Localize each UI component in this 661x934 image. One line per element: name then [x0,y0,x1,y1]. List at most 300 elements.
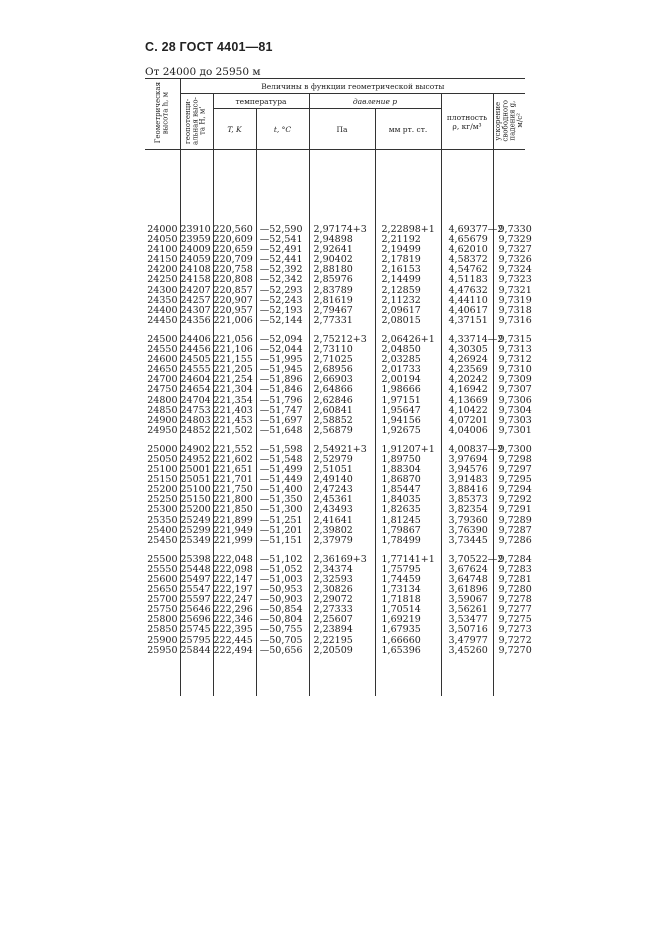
cell-density: 4,44110 [441,296,493,306]
cell-gravity: 9,7307 [493,385,525,395]
cell-temperature-c: —51,350 [256,495,309,505]
cell-geopotential-height: 23910 [180,225,213,235]
cell-pressure-pa: 2,39802 [309,526,375,536]
cell-temperature-c: —51,697 [256,416,309,426]
cell-pressure-mmhg: 1,74459 [375,575,441,585]
cell-geopotential-height: 25745 [180,625,213,635]
cell-density: 3,85373 [441,495,493,505]
cell-geometric-height: 24150 [147,254,178,266]
cell-gravity: 9,7330 [493,225,525,235]
cell-density: 4,07201 [441,416,493,426]
cell-temperature-k: 222,147 [213,575,256,585]
cell-geopotential-height: 24158 [180,275,213,285]
cell-temperature-c: —51,846 [256,385,309,395]
cell-density: 4,65679 [441,235,493,245]
cell-temperature-c: —52,342 [256,275,309,285]
cell-pressure-mmhg: 2,12859 [375,286,441,296]
cell-pressure-mmhg: 2,04850 [375,345,441,355]
cell-geometric-height: 25550 [147,563,178,575]
cell-geopotential-height: 25646 [180,605,213,615]
cell-geometric-height: 25250 [147,494,178,506]
cell-gravity: 9,7312 [493,355,525,365]
cell-temperature-k: 221,949 [213,526,256,536]
cell-pressure-pa: 2,66903 [309,375,375,385]
cell-pressure-pa: 2,77331 [309,316,375,326]
cell-temperature-k: 221,354 [213,396,256,406]
cell-temperature-k: 222,247 [213,595,256,605]
cell-geometric-height: 25900 [147,634,178,646]
cell-gravity: 9,7313 [493,345,525,355]
cell-geometric-height: 24050 [147,234,178,246]
cell-gravity: 9,7319 [493,296,525,306]
cell-pressure-mmhg: 1,88304 [375,465,441,475]
cell-gravity: 9,7321 [493,286,525,296]
cell-geopotential-height: 25200 [180,505,213,515]
cell-temperature-k: 221,155 [213,355,256,365]
cell-density: 4,13669 [441,396,493,406]
cell-density: 4,23569 [441,365,493,375]
cell-temperature-c: —52,044 [256,345,309,355]
cell-density: 3,94576 [441,465,493,475]
cell-temperature-k: 221,304 [213,385,256,395]
cell-pressure-pa: 2,58852 [309,416,375,426]
cell-geometric-height: 24000 [147,224,178,235]
cell-temperature-c: —52,193 [256,306,309,316]
table-row [145,316,525,326]
cell-gravity: 9,7284 [493,555,525,565]
cell-density: 4,54762 [441,265,493,275]
cell-pressure-pa: 2,47243 [309,485,375,495]
table-row [145,536,525,546]
cell-geopotential-height: 25150 [180,495,213,505]
cell-geometric-height: 24600 [147,354,178,366]
cell-pressure-mmhg: 1,92675 [375,426,441,436]
cell-geopotential-height: 23959 [180,235,213,245]
group-title-header: Величины в функции геометрической высоты [180,79,525,94]
temperature-header: температура [213,94,309,109]
cell-temperature-k: 220,808 [213,275,256,285]
cell-temperature-c: —51,796 [256,396,309,406]
cell-temperature-c: —51,151 [256,536,309,546]
cell-pressure-mmhg: 2,19499 [375,245,441,255]
cell-pressure-pa: 2,20509 [309,646,375,656]
cell-gravity: 9,7291 [493,505,525,515]
cell-pressure-mmhg: 2,11232 [375,296,441,306]
cell-temperature-c: —50,656 [256,646,309,656]
cell-geopotential-height: 24952 [180,455,213,465]
cell-density: 4,33714—2 [441,335,493,345]
cell-pressure-pa: 2,52979 [309,455,375,465]
cell-temperature-c: —52,491 [256,245,309,255]
cell-gravity: 9,7326 [493,255,525,265]
cell-temperature-k: 222,494 [213,646,256,656]
cell-geometric-height: 25500 [147,553,178,565]
cell-pressure-pa: 2,94898 [309,235,375,245]
cell-temperature-c: —52,144 [256,316,309,326]
cell-pressure-pa: 2,32593 [309,575,375,585]
cell-density: 4,10422 [441,406,493,416]
cell-geopotential-height: 25497 [180,575,213,585]
cell-temperature-c: —51,747 [256,406,309,416]
cell-geopotential-height: 24406 [180,335,213,345]
cell-density: 4,30305 [441,345,493,355]
cell-geometric-height: 24250 [147,274,178,286]
cell-geometric-height: 25400 [147,524,178,536]
cell-pressure-mmhg: 2,21192 [375,235,441,245]
cell-pressure-pa: 2,62846 [309,396,375,406]
cell-pressure-mmhg: 2,00194 [375,375,441,385]
col-mmhg-header: мм рт. ст. [375,109,441,150]
cell-pressure-pa: 2,81619 [309,296,375,306]
cell-gravity: 9,7315 [493,335,525,345]
cell-gravity: 9,7286 [493,536,525,546]
cell-gravity: 9,7324 [493,265,525,275]
cell-temperature-c: —51,548 [256,455,309,465]
cell-pressure-mmhg: 2,22898+1 [375,225,441,235]
cell-pressure-pa: 2,79467 [309,306,375,316]
cell-gravity: 9,7287 [493,526,525,536]
cell-pressure-pa: 2,25607 [309,615,375,625]
cell-gravity: 9,7295 [493,475,525,485]
cell-density: 4,69377—2 [441,225,493,235]
cell-pressure-pa: 2,83789 [309,286,375,296]
cell-gravity: 9,7280 [493,585,525,595]
cell-geopotential-height: 24456 [180,345,213,355]
cell-temperature-k: 221,106 [213,345,256,355]
cell-temperature-k: 221,254 [213,375,256,385]
cell-geopotential-height: 24803 [180,416,213,426]
cell-pressure-pa: 2,22195 [309,636,375,646]
cell-pressure-mmhg: 1,85447 [375,485,441,495]
cell-geopotential-height: 24108 [180,265,213,275]
density-header: плотность ρ, кг/м³ [441,94,493,150]
cell-geopotential-height: 24257 [180,296,213,306]
cell-pressure-mmhg: 1,67935 [375,625,441,635]
cell-pressure-pa: 2,27333 [309,605,375,615]
cell-geometric-height: 25950 [147,644,178,656]
cell-gravity: 9,7309 [493,375,525,385]
cell-geopotential-height: 25448 [180,565,213,575]
cell-geometric-height: 25000 [147,443,178,455]
cell-pressure-pa: 2,54921+3 [309,445,375,455]
height-range-label: От 24000 до 25950 м [145,66,261,78]
cell-density: 3,56261 [441,605,493,615]
cell-temperature-c: —51,995 [256,355,309,365]
cell-pressure-mmhg: 1,73134 [375,585,441,595]
cell-temperature-c: —52,293 [256,286,309,296]
cell-geopotential-height: 24059 [180,255,213,265]
cell-pressure-mmhg: 1,91207+1 [375,445,441,455]
cell-density: 3,53477 [441,615,493,625]
cell-temperature-k: 220,758 [213,265,256,275]
cell-density: 4,62010 [441,245,493,255]
cell-pressure-mmhg: 1,98666 [375,385,441,395]
cell-density: 4,58372 [441,255,493,265]
cell-density: 3,88416 [441,485,493,495]
cell-pressure-pa: 2,49140 [309,475,375,485]
cell-density: 3,70522—2 [441,555,493,565]
cell-temperature-k: 221,056 [213,335,256,345]
cell-geopotential-height: 24753 [180,406,213,416]
cell-pressure-pa: 2,64866 [309,385,375,395]
cell-density: 3,59067 [441,595,493,605]
cell-geometric-height: 25800 [147,614,178,626]
cell-geopotential-height: 24654 [180,385,213,395]
cell-geopotential-height: 25100 [180,485,213,495]
cell-gravity: 9,7281 [493,575,525,585]
cell-temperature-c: —51,945 [256,365,309,375]
col-T-header: T, K [213,109,256,150]
page-header: С. 28 ГОСТ 4401—81 [145,40,273,54]
cell-geometric-height: 25600 [147,574,178,585]
col-pa-header: Па [309,109,375,150]
top-spacer-row [145,150,525,226]
cell-gravity: 9,7270 [493,646,525,656]
table-body [145,150,532,696]
cell-temperature-k: 221,552 [213,445,256,455]
cell-pressure-pa: 2,75212+3 [309,335,375,345]
cell-pressure-mmhg: 1,94156 [375,416,441,426]
cell-pressure-mmhg: 1,65396 [375,646,441,656]
cell-pressure-mmhg: 1,81245 [375,516,441,526]
cell-pressure-mmhg: 1,77141+1 [375,555,441,565]
cell-geopotential-height: 25051 [180,475,213,485]
table-row [145,646,525,656]
cell-geometric-height: 25050 [147,453,178,465]
cell-temperature-k: 221,602 [213,455,256,465]
cell-pressure-mmhg: 1,78499 [375,536,441,546]
cell-temperature-k: 220,709 [213,255,256,265]
cell-geometric-height: 24900 [147,414,178,426]
cell-pressure-mmhg: 2,01733 [375,365,441,375]
cell-pressure-pa: 2,23894 [309,625,375,635]
cell-temperature-c: —50,903 [256,595,309,605]
cell-temperature-c: —51,648 [256,426,309,436]
cell-density: 3,45260 [441,646,493,656]
cell-geopotential-height: 25249 [180,516,213,526]
cell-geopotential-height: 25844 [180,646,213,656]
cell-temperature-c: —51,449 [256,475,309,485]
cell-geometric-height: 24100 [147,244,178,256]
cell-temperature-k: 221,006 [213,316,256,326]
cell-density: 3,67624 [441,565,493,575]
cell-geopotential-height: 25299 [180,526,213,536]
cell-density: 4,47632 [441,286,493,296]
cell-temperature-c: —52,392 [256,265,309,275]
cell-temperature-k: 221,850 [213,505,256,515]
bottom-spacer-row [145,656,525,696]
cell-temperature-k: 221,750 [213,485,256,495]
cell-density: 4,20242 [441,375,493,385]
cell-temperature-c: —50,705 [256,636,309,646]
cell-gravity: 9,7329 [493,235,525,245]
cell-gravity: 9,7318 [493,306,525,316]
cell-pressure-mmhg: 1,70514 [375,605,441,615]
cell-pressure-mmhg: 2,03285 [375,355,441,365]
cell-temperature-k: 222,346 [213,615,256,625]
cell-geopotential-height: 25547 [180,585,213,595]
cell-temperature-k: 220,609 [213,235,256,245]
cell-pressure-pa: 2,29072 [309,595,375,605]
cell-temperature-c: —51,003 [256,575,309,585]
cell-density: 3,47977 [441,636,493,646]
cell-gravity: 9,7292 [493,495,525,505]
cell-pressure-pa: 2,88180 [309,265,375,275]
cell-density: 3,82354 [441,505,493,515]
cell-density: 4,16942 [441,385,493,395]
cell-geopotential-height: 24555 [180,365,213,375]
cell-temperature-c: —51,598 [256,445,309,455]
cell-gravity: 9,7278 [493,595,525,605]
cell-pressure-mmhg: 1,84035 [375,495,441,505]
cell-temperature-c: —52,541 [256,235,309,245]
cell-temperature-c: —51,896 [256,375,309,385]
cell-geometric-height: 25350 [147,514,178,526]
cell-pressure-pa: 2,97174+3 [309,225,375,235]
cell-pressure-pa: 2,71025 [309,355,375,365]
cell-density: 3,73445 [441,536,493,546]
cell-temperature-c: —50,804 [256,615,309,625]
cell-density: 4,04006 [441,426,493,436]
cell-geometric-height: 24700 [147,374,178,386]
cell-density: 3,76390 [441,526,493,536]
cell-geopotential-height: 24505 [180,355,213,365]
cell-gravity: 9,7283 [493,565,525,575]
cell-pressure-pa: 2,43493 [309,505,375,515]
cell-temperature-c: —52,094 [256,335,309,345]
cell-temperature-k: 220,957 [213,306,256,316]
cell-density: 3,50716 [441,625,493,635]
cell-geopotential-height: 25398 [180,555,213,565]
cell-geopotential-height: 25795 [180,636,213,646]
cell-density: 4,51183 [441,275,493,285]
cell-geometric-height: 24400 [147,304,178,316]
cell-temperature-c: —51,300 [256,505,309,515]
cell-temperature-k: 220,857 [213,286,256,296]
cell-geometric-height: 24800 [147,394,178,406]
cell-gravity: 9,7304 [493,406,525,416]
cell-gravity: 9,7316 [493,316,525,326]
cell-density: 3,79360 [441,516,493,526]
cell-pressure-mmhg: 1,86870 [375,475,441,485]
cell-pressure-mmhg: 1,66660 [375,636,441,646]
cell-geometric-height: 25650 [147,584,178,596]
cell-geopotential-height: 24704 [180,396,213,406]
cell-temperature-k: 222,098 [213,565,256,575]
cell-gravity: 9,7298 [493,455,525,465]
cell-gravity: 9,7272 [493,636,525,646]
cell-temperature-c: —51,201 [256,526,309,536]
cell-pressure-pa: 2,85976 [309,275,375,285]
cell-geometric-height: 24300 [147,284,178,296]
cell-pressure-mmhg: 1,97151 [375,396,441,406]
cell-temperature-c: —51,052 [256,565,309,575]
cell-pressure-pa: 2,73110 [309,345,375,355]
cell-geopotential-height: 24604 [180,375,213,385]
cell-pressure-pa: 2,51051 [309,465,375,475]
table-header [145,79,525,150]
cell-pressure-mmhg: 2,16153 [375,265,441,275]
cell-geometric-height: 24450 [147,314,178,326]
cell-pressure-mmhg: 1,79867 [375,526,441,536]
cell-geometric-height: 24850 [147,404,178,416]
cell-geometric-height: 25200 [147,484,178,496]
cell-gravity: 9,7327 [493,245,525,255]
cell-temperature-k: 221,502 [213,426,256,436]
cell-temperature-c: —52,243 [256,296,309,306]
cell-temperature-k: 222,445 [213,636,256,646]
cell-pressure-pa: 2,37979 [309,536,375,546]
cell-gravity: 9,7300 [493,445,525,455]
cell-pressure-mmhg: 2,09617 [375,306,441,316]
col-geometric-height-header: Геометрическая высота h, м [145,79,180,150]
cell-density: 4,40617 [441,306,493,316]
cell-gravity: 9,7310 [493,365,525,375]
cell-gravity: 9,7289 [493,516,525,526]
cell-temperature-k: 220,659 [213,245,256,255]
table-row [145,426,525,436]
cell-temperature-k: 221,999 [213,536,256,546]
cell-temperature-c: —50,854 [256,605,309,615]
cell-temperature-k: 220,907 [213,296,256,306]
cell-gravity: 9,7323 [493,275,525,285]
cell-gravity: 9,7297 [493,465,525,475]
cell-temperature-c: —50,953 [256,585,309,595]
cell-pressure-mmhg: 2,14499 [375,275,441,285]
cell-gravity: 9,7294 [493,485,525,495]
cell-pressure-mmhg: 2,17819 [375,255,441,265]
cell-density: 3,97694 [441,455,493,465]
cell-temperature-c: —52,590 [256,225,309,235]
cell-geometric-height: 24950 [147,424,178,436]
cell-geopotential-height: 25597 [180,595,213,605]
cell-pressure-mmhg: 1,95647 [375,406,441,416]
cell-geometric-height: 24650 [147,364,178,376]
cell-geometric-height: 25100 [147,464,178,476]
cell-pressure-mmhg: 2,06426+1 [375,335,441,345]
cell-pressure-mmhg: 1,75795 [375,565,441,575]
cell-density: 3,61896 [441,585,493,595]
cell-pressure-mmhg: 1,69219 [375,615,441,625]
cell-pressure-pa: 2,92641 [309,245,375,255]
cell-pressure-mmhg: 1,89750 [375,455,441,465]
cell-density: 4,00837—2 [441,445,493,455]
cell-pressure-pa: 2,68956 [309,365,375,375]
cell-temperature-k: 222,395 [213,625,256,635]
cell-geopotential-height: 24207 [180,286,213,296]
cell-pressure-pa: 2,41641 [309,516,375,526]
cell-gravity: 9,7301 [493,426,525,436]
cell-temperature-c: —50,755 [256,625,309,635]
cell-geopotential-height: 24307 [180,306,213,316]
cell-temperature-k: 221,651 [213,465,256,475]
cell-temperature-k: 222,048 [213,555,256,565]
cell-geometric-height: 25450 [147,534,178,546]
cell-temperature-k: 221,899 [213,516,256,526]
cell-density: 3,91483 [441,475,493,485]
cell-geometric-height: 24350 [147,294,178,306]
table-row [145,385,525,395]
cell-temperature-c: —51,251 [256,516,309,526]
cell-geometric-height: 25300 [147,504,178,516]
cell-pressure-pa: 2,30826 [309,585,375,595]
cell-temperature-k: 221,453 [213,416,256,426]
cell-pressure-mmhg: 1,82635 [375,505,441,515]
cell-temperature-c: —51,102 [256,555,309,565]
atmosphere-table [145,78,532,696]
cell-geopotential-height: 24009 [180,245,213,255]
cell-gravity: 9,7273 [493,625,525,635]
